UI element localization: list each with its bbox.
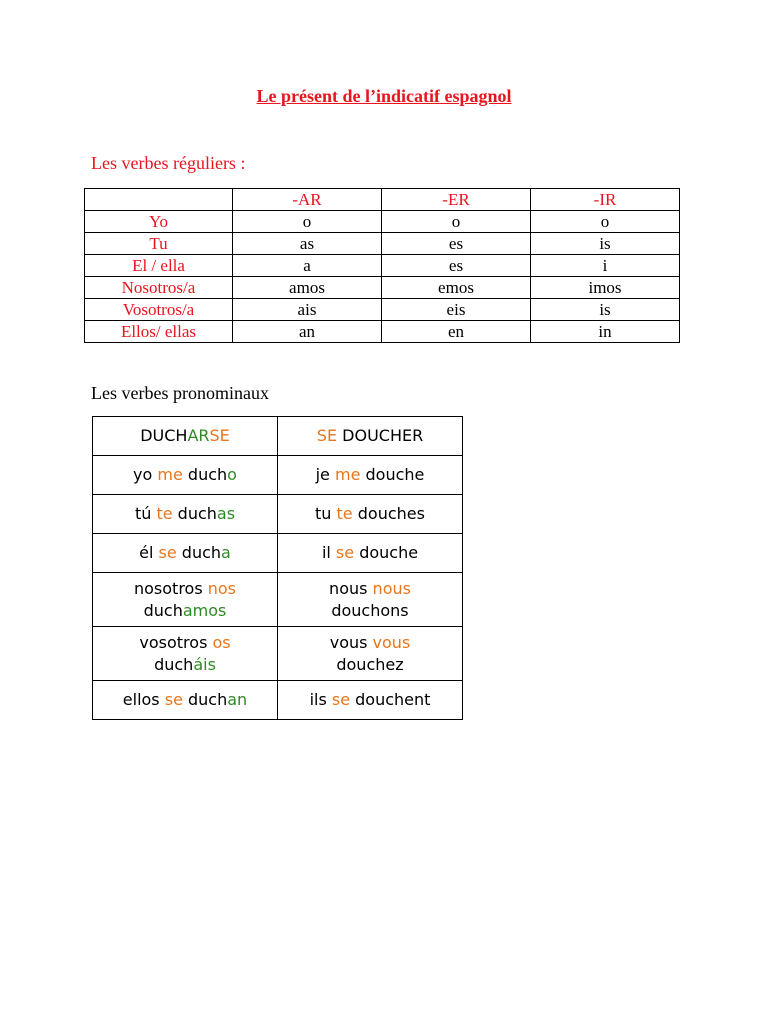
ending-ar-cell: ais: [233, 299, 382, 321]
table-row: [85, 255, 680, 277]
french-form-cell: [278, 417, 463, 456]
page-title: Le présent de l’indicatif espagnol: [256, 86, 512, 106]
ending-ar-cell: an: [233, 321, 382, 343]
verb-segment: as: [216, 504, 236, 523]
verb-segment: se: [164, 690, 183, 709]
verb-segment: os: [212, 632, 231, 652]
ending-ar-cell: as: [233, 233, 382, 255]
verb-segment: vous: [372, 632, 411, 652]
ending-ir-cell: imos: [531, 277, 680, 299]
verb-segment: douche: [354, 543, 419, 562]
verb-segment: douches: [352, 504, 425, 523]
ending-ir-cell: in: [531, 321, 680, 343]
verb-segment: yo: [133, 465, 158, 484]
table-header-row: [93, 417, 463, 456]
verb-segment: nosotros: [133, 578, 208, 598]
ending-ir-cell: is: [531, 233, 680, 255]
verb-segment: se: [335, 543, 355, 562]
header-cell-ar: -AR: [233, 189, 382, 211]
ending-ir-cell: i: [531, 255, 680, 277]
verb-segment: an: [227, 690, 248, 709]
french-form-cell: [278, 495, 463, 534]
verb-segment: áis: [193, 654, 216, 674]
pronoun-cell: Yo: [85, 211, 233, 233]
verb-segment: vous: [329, 632, 373, 652]
table-row: [85, 277, 680, 299]
verb-segment: ils: [309, 690, 332, 709]
header-cell-er: -ER: [382, 189, 531, 211]
verb-segment: duch: [182, 690, 228, 709]
verb-segment: nous: [329, 578, 373, 598]
table-row: [93, 534, 463, 573]
pronoun-cell: Vosotros/a: [85, 299, 233, 321]
pronoun-cell: El / ella: [85, 255, 233, 277]
table-row: [85, 233, 680, 255]
ending-ar-cell: a: [233, 255, 382, 277]
table-row: [93, 681, 463, 720]
pronominal-verbs-table: [92, 416, 463, 720]
verb-segment: te: [336, 504, 353, 523]
ending-er-cell: o: [382, 211, 531, 233]
regular-endings-table: [84, 188, 680, 343]
verb-segment: a: [221, 543, 231, 562]
table-row: [93, 495, 463, 534]
verb-segment: duch: [172, 504, 217, 523]
spanish-form-cell: [93, 534, 278, 573]
pronoun-cell: Nosotros/a: [85, 277, 233, 299]
verb-segment: ellos: [122, 690, 165, 709]
french-form-cell: [278, 627, 463, 681]
verb-segment: tú: [134, 504, 157, 523]
spanish-form-cell: [93, 627, 278, 681]
spanish-form-cell: [93, 573, 278, 627]
spanish-form-cell: [93, 495, 278, 534]
verb-segment: SE: [316, 426, 338, 445]
pronoun-cell: Tu: [85, 233, 233, 255]
regular-verbs-heading: Les verbes réguliers :: [91, 153, 246, 173]
table-header-row: [85, 189, 680, 211]
verb-segment: douche: [360, 465, 425, 484]
verb-segment: DUCH: [140, 426, 188, 445]
header-cell-ir: -IR: [531, 189, 680, 211]
verb-segment: douchent: [350, 690, 431, 709]
verb-segment: douchons: [331, 600, 409, 620]
ending-er-cell: es: [382, 255, 531, 277]
table-row: [93, 456, 463, 495]
verb-segment: duch: [154, 654, 194, 674]
verb-segment: se: [158, 543, 177, 562]
french-form-cell: [278, 573, 463, 627]
spanish-form-cell: [93, 417, 278, 456]
verb-segment: o: [227, 465, 237, 484]
header-cell-empty: [85, 189, 233, 211]
verb-segment: nos: [207, 578, 237, 598]
ending-ir-cell: o: [531, 211, 680, 233]
ending-er-cell: eis: [382, 299, 531, 321]
verb-segment: duch: [182, 465, 228, 484]
verb-segment: duch: [176, 543, 222, 562]
french-form-cell: [278, 456, 463, 495]
ending-ir-cell: is: [531, 299, 680, 321]
french-form-cell: [278, 681, 463, 720]
verb-segment: DOUCHER: [337, 426, 424, 445]
verb-segment: se: [331, 690, 351, 709]
verb-segment: SE: [209, 426, 230, 445]
table-row: [85, 211, 680, 233]
verb-segment: me: [334, 465, 361, 484]
verb-segment: te: [156, 504, 173, 523]
verb-segment: tu: [315, 504, 337, 523]
verb-segment: me: [157, 465, 183, 484]
verb-segment: je: [315, 465, 335, 484]
pronoun-cell: Ellos/ ellas: [85, 321, 233, 343]
verb-segment: AR: [187, 426, 210, 445]
spanish-form-cell: [93, 456, 278, 495]
pronominal-verbs-heading: Les verbes pronominaux: [91, 383, 269, 403]
verb-segment: amos: [182, 600, 227, 620]
table-row: [85, 321, 680, 343]
ending-er-cell: en: [382, 321, 531, 343]
ending-ar-cell: o: [233, 211, 382, 233]
table-row: [93, 573, 463, 627]
verb-segment: vosotros: [139, 632, 213, 652]
table-row: [85, 299, 680, 321]
french-form-cell: [278, 534, 463, 573]
spanish-form-cell: [93, 681, 278, 720]
ending-er-cell: es: [382, 233, 531, 255]
verb-segment: douchez: [336, 654, 404, 674]
table-row: [93, 627, 463, 681]
verb-segment: él: [139, 543, 159, 562]
verb-segment: duch: [143, 600, 183, 620]
ending-er-cell: emos: [382, 277, 531, 299]
ending-ar-cell: amos: [233, 277, 382, 299]
verb-segment: il: [321, 543, 336, 562]
verb-segment: nous: [372, 578, 411, 598]
